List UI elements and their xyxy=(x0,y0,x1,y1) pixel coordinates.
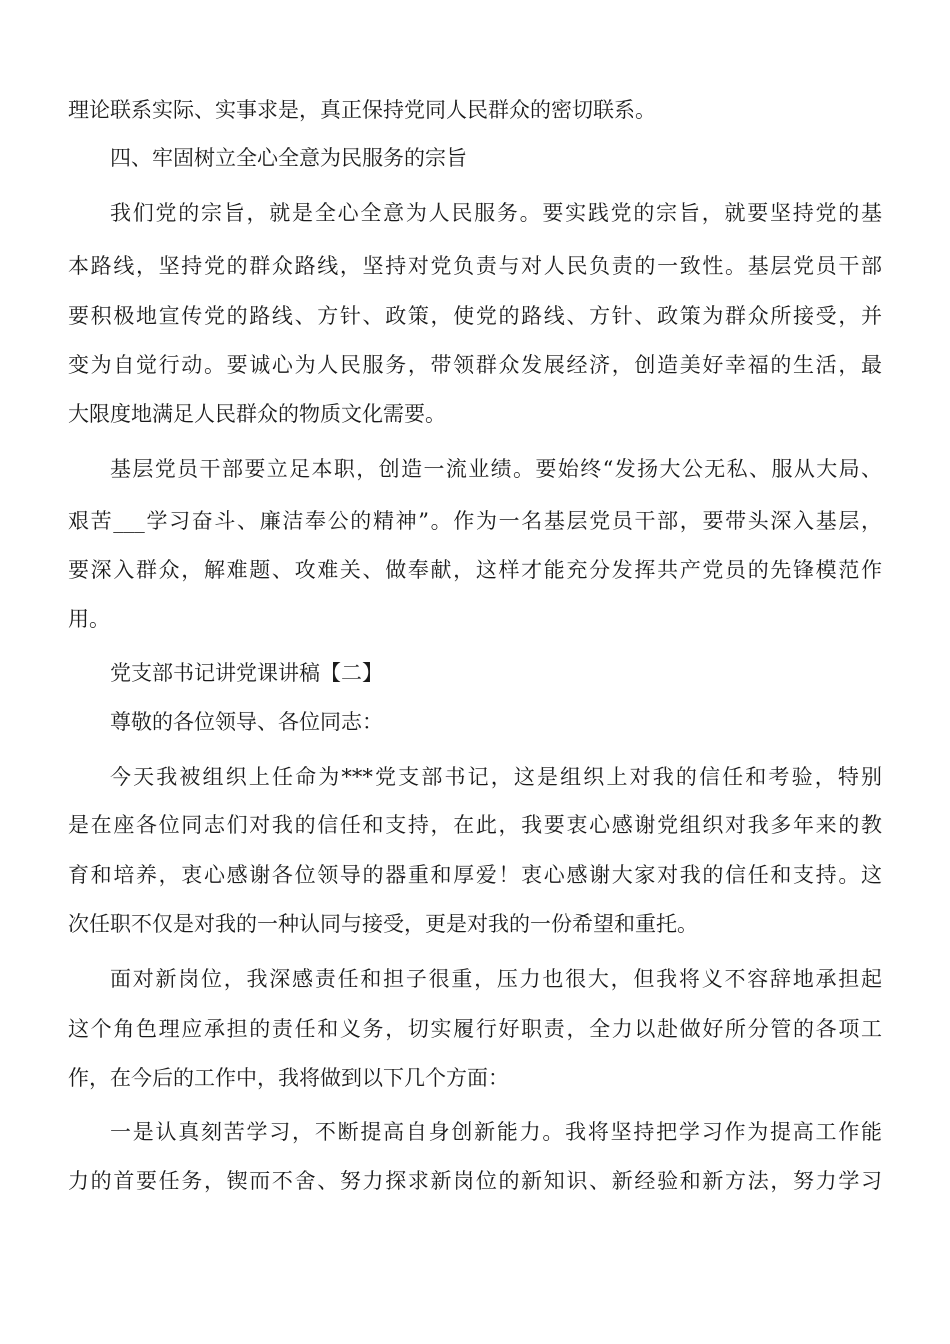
text-line: 我们党的宗旨，就是全心全意为人民服务。要实践党的宗旨，就要坚持党的基 xyxy=(110,201,882,225)
text-line: 次任职不仅是对我的一种认同与接受，更是对我的一份希望和重托。 xyxy=(68,912,698,936)
text-line: 育和培养，衷心感谢各位领导的器重和厚爱！衷心感谢大家对我的信任和支持。这 xyxy=(68,863,882,887)
text-line: 变为自觉行动。要诚心为人民服务，带领群众发展经济，创造美好幸福的生活，最 xyxy=(68,353,882,377)
text-line: 基层党员干部要立足本职，创造一流业绩。要始终“发扬大公无私、服从大局、 xyxy=(110,457,882,481)
text-line: 用。 xyxy=(68,607,110,631)
text-line: 大限度地满足人民群众的物质文化需要。 xyxy=(68,402,446,426)
text-line: 作，在今后的工作中，我将做到以下几个方面： xyxy=(68,1066,509,1090)
text-line: 理论联系实际、实事求是，真正保持党同人民群众的密切联系。 xyxy=(68,98,656,122)
text-line: 这个角色理应承担的责任和义务，切实履行好职责，全力以赴做好所分管的各项工 xyxy=(68,1017,882,1041)
salutation: 尊敬的各位领导、各位同志： xyxy=(110,710,383,734)
text-line: 面对新岗位，我深感责任和担子很重，压力也很大，但我将义不容辞地承担起 xyxy=(110,967,882,991)
section-heading: 四、牢固树立全心全意为民服务的宗旨 xyxy=(110,146,467,170)
text-line: 要深入群众，解难题、攻难关、做奉献，这样才能充分发挥共产党员的先锋模范作 xyxy=(68,558,882,582)
section-heading: 党支部书记讲党课讲稿【二】 xyxy=(110,661,383,685)
text-line: 要积极地宣传党的路线、方针、政策，使党的路线、方针、政策为群众所接受，并 xyxy=(68,304,882,328)
text-line: 一是认真刻苦学习，不断提高自身创新能力。我将坚持把学习作为提高工作能 xyxy=(110,1120,882,1144)
text-line: 今天我被组织上任命为***党支部书记，这是组织上对我的信任和考验，特别 xyxy=(110,765,882,789)
text-line: 力的首要任务，锲而不舍、努力探求新岗位的新知识、新经验和新方法，努力学习 xyxy=(68,1169,882,1193)
text-line: 本路线，坚持党的群众路线，坚持对党负责与对人民负责的一致性。基层党员干部 xyxy=(68,254,882,278)
text-line: 是在座各位同志们对我的信任和支持，在此，我要衷心感谢党组织对我多年来的教 xyxy=(68,813,882,837)
text-line: 艰苦___学习奋斗、廉洁奉公的精神”。作为一名基层党员干部，要带头深入基层， xyxy=(68,509,882,533)
